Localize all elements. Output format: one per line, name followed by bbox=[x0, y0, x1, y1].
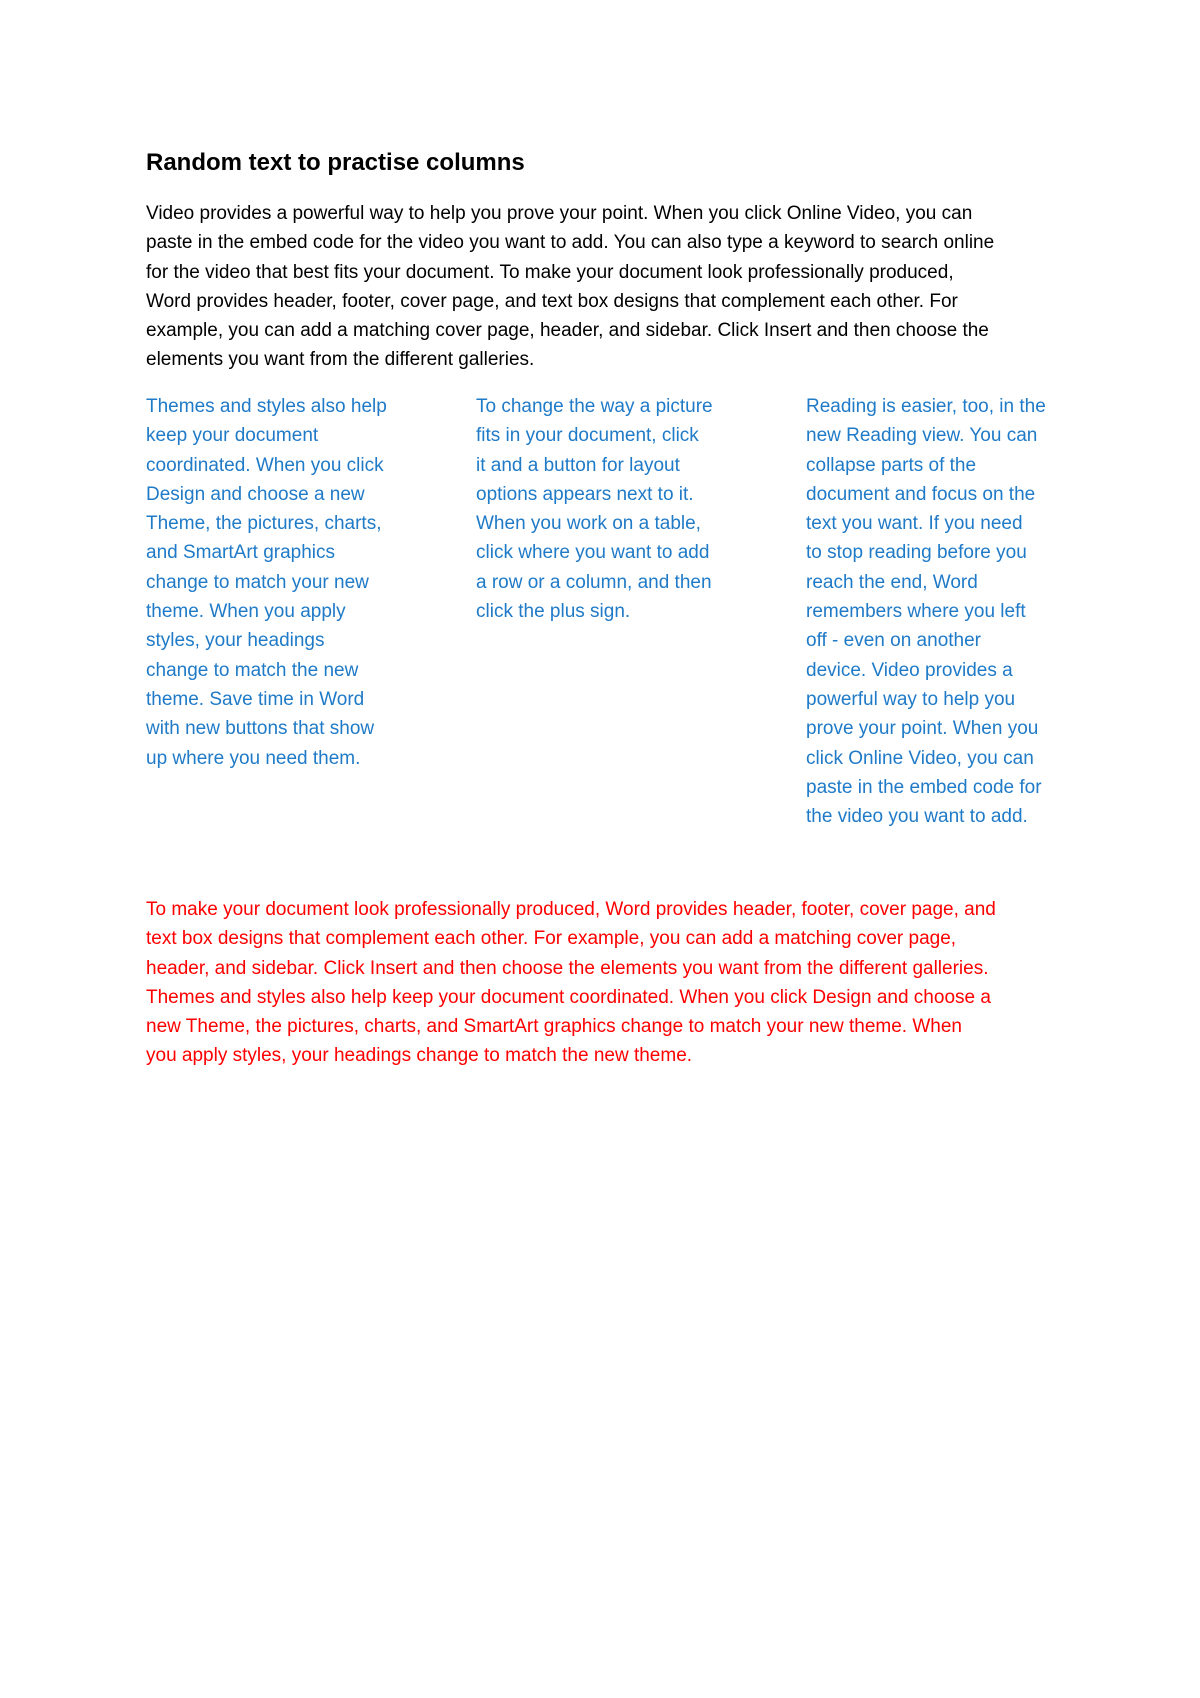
column-line: click the plus sign. bbox=[476, 601, 631, 623]
column-line: options appears next to it. bbox=[476, 483, 694, 505]
column-line: To change the way a picture bbox=[476, 396, 713, 417]
column-line: theme. When you apply bbox=[146, 601, 346, 623]
column-1 bbox=[146, 392, 416, 831]
column-2 bbox=[476, 392, 746, 831]
red-paragraph bbox=[146, 895, 1076, 1071]
intro-line: example, you can add a matching cover page, header, and sidebar. Click Insert and then choose the bbox=[146, 320, 989, 342]
intro-line: Word provides header, footer, cover page, and text box designs that complement each other. For bbox=[146, 290, 958, 312]
intro-line: paste in the embed code for the video you want to add. You can also type a keyword to search online bbox=[146, 232, 995, 254]
column-line: document and focus on the bbox=[806, 483, 1036, 505]
column-line: change to match your new bbox=[146, 571, 369, 593]
column-line: powerful way to help you bbox=[806, 688, 1016, 710]
column-3 bbox=[806, 392, 1076, 831]
column-line: click Online Video, you can bbox=[806, 747, 1034, 769]
column-line: Reading is easier, too, in the bbox=[806, 396, 1046, 417]
red-line: header, and sidebar. Click Insert and then choose the elements you want from the different galleries. bbox=[146, 957, 989, 979]
column-line: text you want. If you need bbox=[806, 513, 1023, 535]
column-line: remembers where you left bbox=[806, 601, 1026, 623]
column-line: theme. Save time in Word bbox=[146, 688, 365, 710]
column-line: device. Video provides a bbox=[806, 659, 1013, 681]
column-line: change to match the new bbox=[146, 659, 359, 681]
column-line: it and a button for layout bbox=[476, 454, 680, 476]
intro-line: for the video that best fits your document. To make your document look professionally produced, bbox=[146, 261, 954, 283]
column-line: keep your document bbox=[146, 425, 319, 447]
column-line: to stop reading before you bbox=[806, 542, 1027, 564]
column-line: with new buttons that show bbox=[146, 718, 375, 740]
column-line: the video you want to add. bbox=[806, 806, 1028, 828]
page-title: Random text to practise columns bbox=[146, 149, 525, 176]
intro-line: elements you want from the different galleries. bbox=[146, 349, 535, 371]
column-line: coordinated. When you click bbox=[146, 454, 384, 476]
intro-line: Video provides a powerful way to help you prove your point. When you click Online Video, you can bbox=[146, 203, 973, 224]
column-line: Themes and styles also help bbox=[146, 396, 387, 417]
column-line: When you work on a table, bbox=[476, 513, 701, 535]
red-line: new Theme, the pictures, charts, and SmartArt graphics change to match your new theme. When bbox=[146, 1016, 962, 1038]
column-line: paste in the embed code for bbox=[806, 776, 1042, 798]
red-line: Themes and styles also help keep your document coordinated. When you click Design and choose a bbox=[146, 986, 991, 1008]
column-line: and SmartArt graphics bbox=[146, 542, 336, 564]
column-line: fits in your document, click bbox=[476, 425, 699, 447]
column-line: up where you need them. bbox=[146, 747, 361, 769]
red-line: text box designs that complement each other. For example, you can add a matching cover page, bbox=[146, 928, 957, 950]
column-line: a row or a column, and then bbox=[476, 571, 712, 593]
column-line: new Reading view. You can bbox=[806, 425, 1038, 447]
three-column-section bbox=[146, 392, 1076, 831]
column-line: off - even on another bbox=[806, 630, 981, 652]
column-line: prove your point. When you bbox=[806, 718, 1039, 740]
column-line: reach the end, Word bbox=[806, 571, 978, 593]
column-line: Theme, the pictures, charts, bbox=[146, 513, 382, 535]
red-line: you apply styles, your headings change to match the new theme. bbox=[146, 1045, 693, 1067]
column-line: styles, your headings bbox=[146, 630, 325, 652]
column-line: click where you want to add bbox=[476, 542, 710, 564]
red-line: To make your document look professionally produced, Word provides header, footer, cover page, and bbox=[146, 899, 996, 920]
column-line: Design and choose a new bbox=[146, 483, 365, 505]
intro-paragraph bbox=[146, 199, 1076, 375]
column-line: collapse parts of the bbox=[806, 454, 977, 476]
